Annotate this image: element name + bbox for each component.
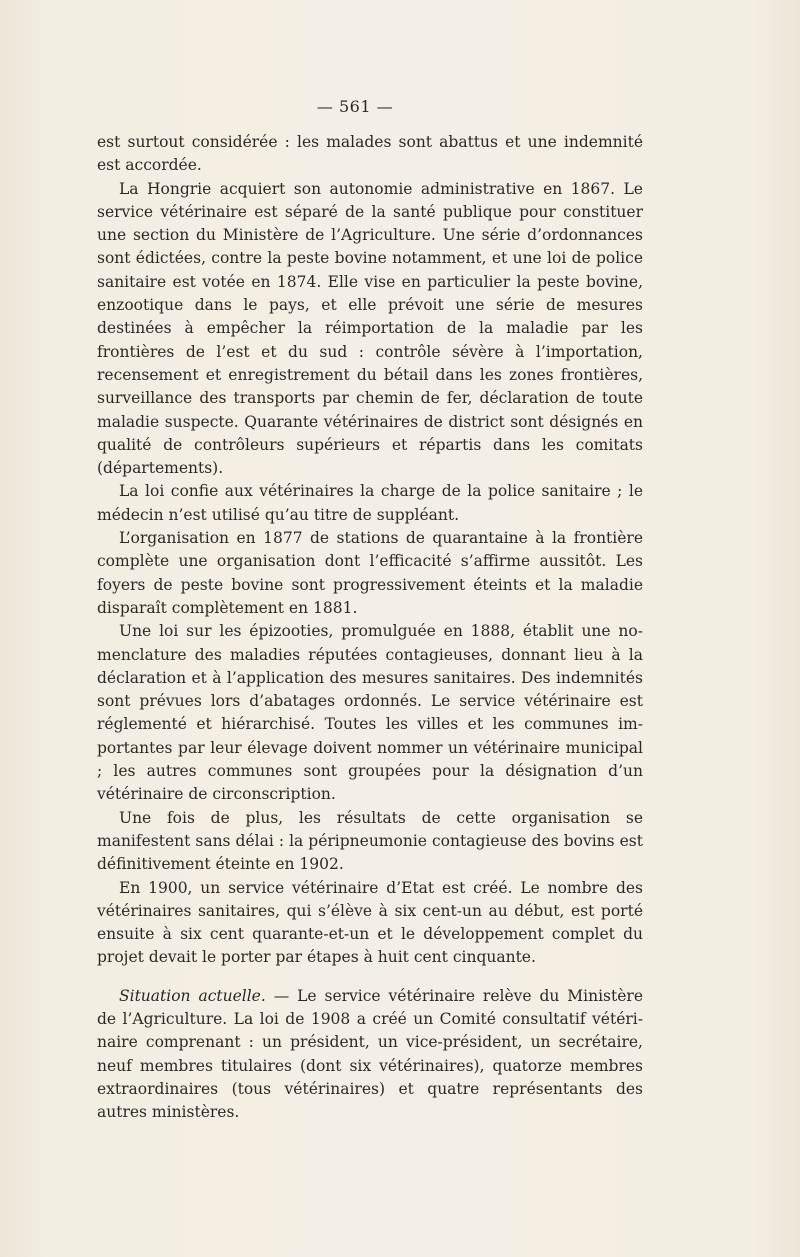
paragraph-sanitary-police: La loi confie aux vétérinaires la charge de la police sanitaire ; le médecin n’est utilisé qu’au titre de suppléant.	[97, 482, 643, 524]
section-spacer	[97, 970, 643, 985]
page-number: — 561 —	[316, 97, 394, 116]
paragraph-hungary-autonomy: La Hongrie acquiert son autonomie administrative en 1867. Le service vétérinaire est séparé de la santé publique pour constituer une section du Ministère de l’Agriculture. Une série d’ordonnances sont édictées, contre la peste bovine notamment, et une loi de police sanitaire est votée en 1874. Elle vise en particulier la peste bovine, enzootique dans le pays, et elle prévoit une série de mesures destinées à empêcher la réimportation de la maladie par les frontières de l’est et du sud : contrôle sévère à l’importation, recensement et enregistrement du bétail dans les zones frontières, surveillance des transports par chemin de fer, déclaration de toute maladie suspecte. Quarante vétérinaires de district sont désignés en qualité de contrôleurs supérieurs et répartis dans les comitats (départements).	[97, 179, 643, 478]
paragraph-results: Une fois de plus, les résultats de cette organisation se manifestent sans délai : la péripneumonie contagieuse des bovins est définitivement éteinte en 1902.	[97, 808, 643, 874]
paragraph-continuation: est surtout considérée : les malades sont abattus et une indemnité est accordée.	[97, 133, 643, 175]
paragraph-quarantine-stations: L’organisation en 1877 de stations de quarantaine à la frontière complète une organisation dont l’efficacité s’affirme aussitôt. Les foyers de peste bovine sont progressivement éteints et la maladie disparaît complètement en 1881.	[97, 529, 643, 617]
section-heading: Situation actuelle.	[119, 986, 266, 1005]
body-text	[97, 131, 643, 1124]
paragraph-current-situation	[97, 985, 643, 1125]
current-situation-text: — Le service vétérinaire relève du Ministère de l’Agriculture. La loi de 1908 a créé un Comité consultatif vétérinaire comprenant : un président, un vice-président, un secrétaire, neuf membres titulaires (dont six vétérinaires), quatorze membres extraordinaires (tous vétérinaires) et quatre représentants des autres ministères.	[97, 986, 643, 1122]
paragraph-state-service: En 1900, un service vétérinaire d’Etat est créé. Le nombre des vétérinaires sanitaires, qui s’élève à six cent-un au début, est porté ensuite à six cent quarante-et-un et le développement complet du projet devait le porter par étapes à huit cent cinquante.	[97, 878, 643, 967]
paragraph-epizootics-law: Une loi sur les épizooties, promulguée en 1888, établit une nomenclature des maladies réputées contagieuses, donnant lieu à la déclaration et à l’application des mesures sanitaires. Des indemnités sont prévues lors d’abatages ordonnés. Le service vétérinaire est réglementé et hiérarchisé. Toutes les villes et les communes importantes par leur élevage doivent nommer un vétérinaire municipal ; les autres communes sont groupées pour la désignation d’un vétérinaire de circonscription.	[97, 622, 643, 804]
